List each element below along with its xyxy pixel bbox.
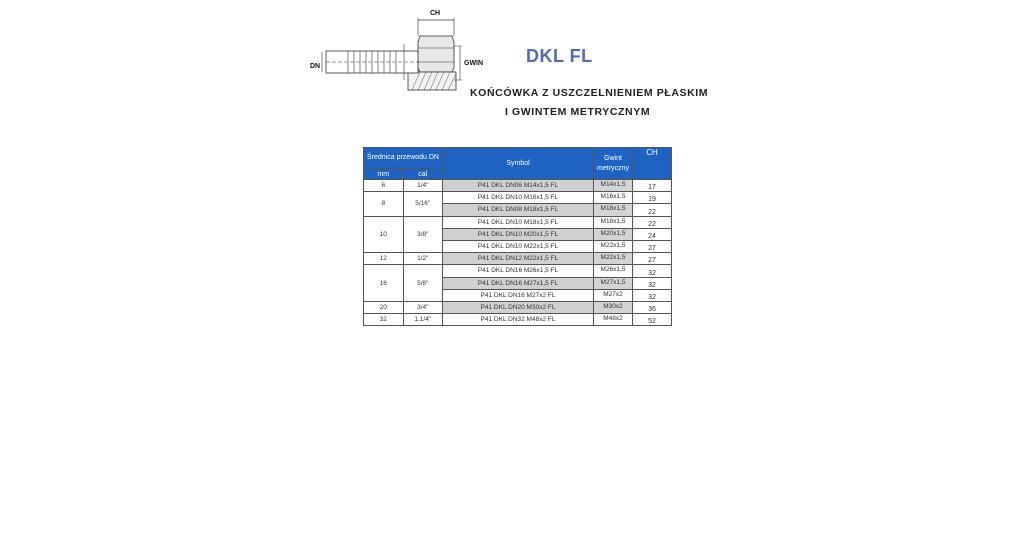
header-symbol: Symbol <box>443 148 594 180</box>
cell-symbol: P41 DKL DN10 M16x1,5 FL <box>443 192 594 204</box>
header-dn-group: Średnica przewodu DN <box>364 148 443 169</box>
cell-cal: 1.1/4" <box>403 314 443 326</box>
product-title: DKL FL <box>526 46 593 66</box>
table-row <box>364 253 672 265</box>
cell-ch: 17 <box>633 180 672 192</box>
cell-cal: 3/8" <box>403 216 443 253</box>
cell-mm: 8 <box>364 192 404 216</box>
spec-table <box>363 147 672 326</box>
cell-symbol: P41 DKL DN10 M22x1,5 FL <box>443 240 594 252</box>
fitting-diagram-icon <box>308 6 488 102</box>
cell-mm: 6 <box>364 180 404 192</box>
cell-ch: 32 <box>633 265 672 277</box>
cell-gwint: M22x1,5 <box>594 240 633 252</box>
cell-mm: 16 <box>364 265 404 302</box>
table-row <box>364 314 672 326</box>
header-gwint: Gwint metryczny <box>594 148 633 180</box>
cell-gwint: M14x1,5 <box>594 180 633 192</box>
cell-symbol: P41 DKL DN06 M14x1,5 FL <box>443 180 594 192</box>
cell-symbol: P41 DKL DN16 M27x1,5 FL <box>443 277 594 289</box>
header-mm: mm <box>364 169 404 180</box>
table-row <box>364 301 672 313</box>
cell-ch: 32 <box>633 277 672 289</box>
table-row <box>364 180 672 192</box>
cell-ch: 19 <box>633 192 672 204</box>
cell-symbol: P41 DKL DN10 M18x1,5 FL <box>443 216 594 228</box>
cell-cal: 1/4" <box>403 180 443 192</box>
cell-symbol: P41 DKL DN32 M48x2 FL <box>443 314 594 326</box>
cell-gwint: M18x1,5 <box>594 216 633 228</box>
fitting-drawing <box>308 6 488 102</box>
cell-cal: 1/2" <box>403 253 443 265</box>
cell-ch: 22 <box>633 204 672 216</box>
cell-ch: 36 <box>633 301 672 313</box>
cell-mm: 10 <box>364 216 404 253</box>
product-subtitle-line2: I GWINTEM METRYCZNYM <box>505 106 651 118</box>
cell-symbol: P41 DKL DN12 M22x1,5 FL <box>443 253 594 265</box>
cell-mm: 12 <box>364 253 404 265</box>
cell-symbol: P41 DKL DN20 M30x2 FL <box>443 301 594 313</box>
cell-symbol: P41 DKL DN16 M26x1,5 FL <box>443 265 594 277</box>
cell-mm: 32 <box>364 314 404 326</box>
cell-symbol: P41 DKL DN16 M27x2 FL <box>443 289 594 301</box>
ch-label: CH <box>430 10 441 17</box>
cell-ch: 32 <box>633 289 672 301</box>
cell-ch: 27 <box>633 240 672 252</box>
header-cal: cal <box>403 169 443 180</box>
cell-gwint: M22x1,5 <box>594 253 633 265</box>
cell-cal: 3/4" <box>403 301 443 313</box>
header-ch: CH <box>633 148 672 180</box>
table-row <box>364 265 672 277</box>
cell-ch: 52 <box>633 314 672 326</box>
cell-gwint: M18x1,5 <box>594 204 633 216</box>
cell-gwint: M48x2 <box>594 314 633 326</box>
cell-ch: 24 <box>633 228 672 240</box>
cell-mm: 20 <box>364 301 404 313</box>
product-subtitle-line1: KOŃCÓWKA Z USZCZELNIENIEM PŁASKIM <box>470 87 709 99</box>
cell-symbol: P41 DKL DN10 M20x1,5 FL <box>443 228 594 240</box>
cell-cal: 5/16" <box>403 192 443 216</box>
cell-ch: 27 <box>633 253 672 265</box>
cell-gwint: M27x1,5 <box>594 277 633 289</box>
cell-ch: 22 <box>633 216 672 228</box>
cell-gwint: M30x2 <box>594 301 633 313</box>
table-row <box>364 192 672 204</box>
cell-symbol: P41 DKL DN08 M18x1,5 FL <box>443 204 594 216</box>
cell-gwint: M27x2 <box>594 289 633 301</box>
table-row <box>364 216 672 228</box>
cell-gwint: M26x1,5 <box>594 265 633 277</box>
gwin-label: GWIN <box>464 60 484 67</box>
dn-label: DN <box>310 63 321 70</box>
cell-cal: 5/8" <box>403 265 443 302</box>
spec-table-body <box>364 180 672 326</box>
cell-gwint: M16x1,5 <box>594 192 633 204</box>
cell-gwint: M20x1,5 <box>594 228 633 240</box>
